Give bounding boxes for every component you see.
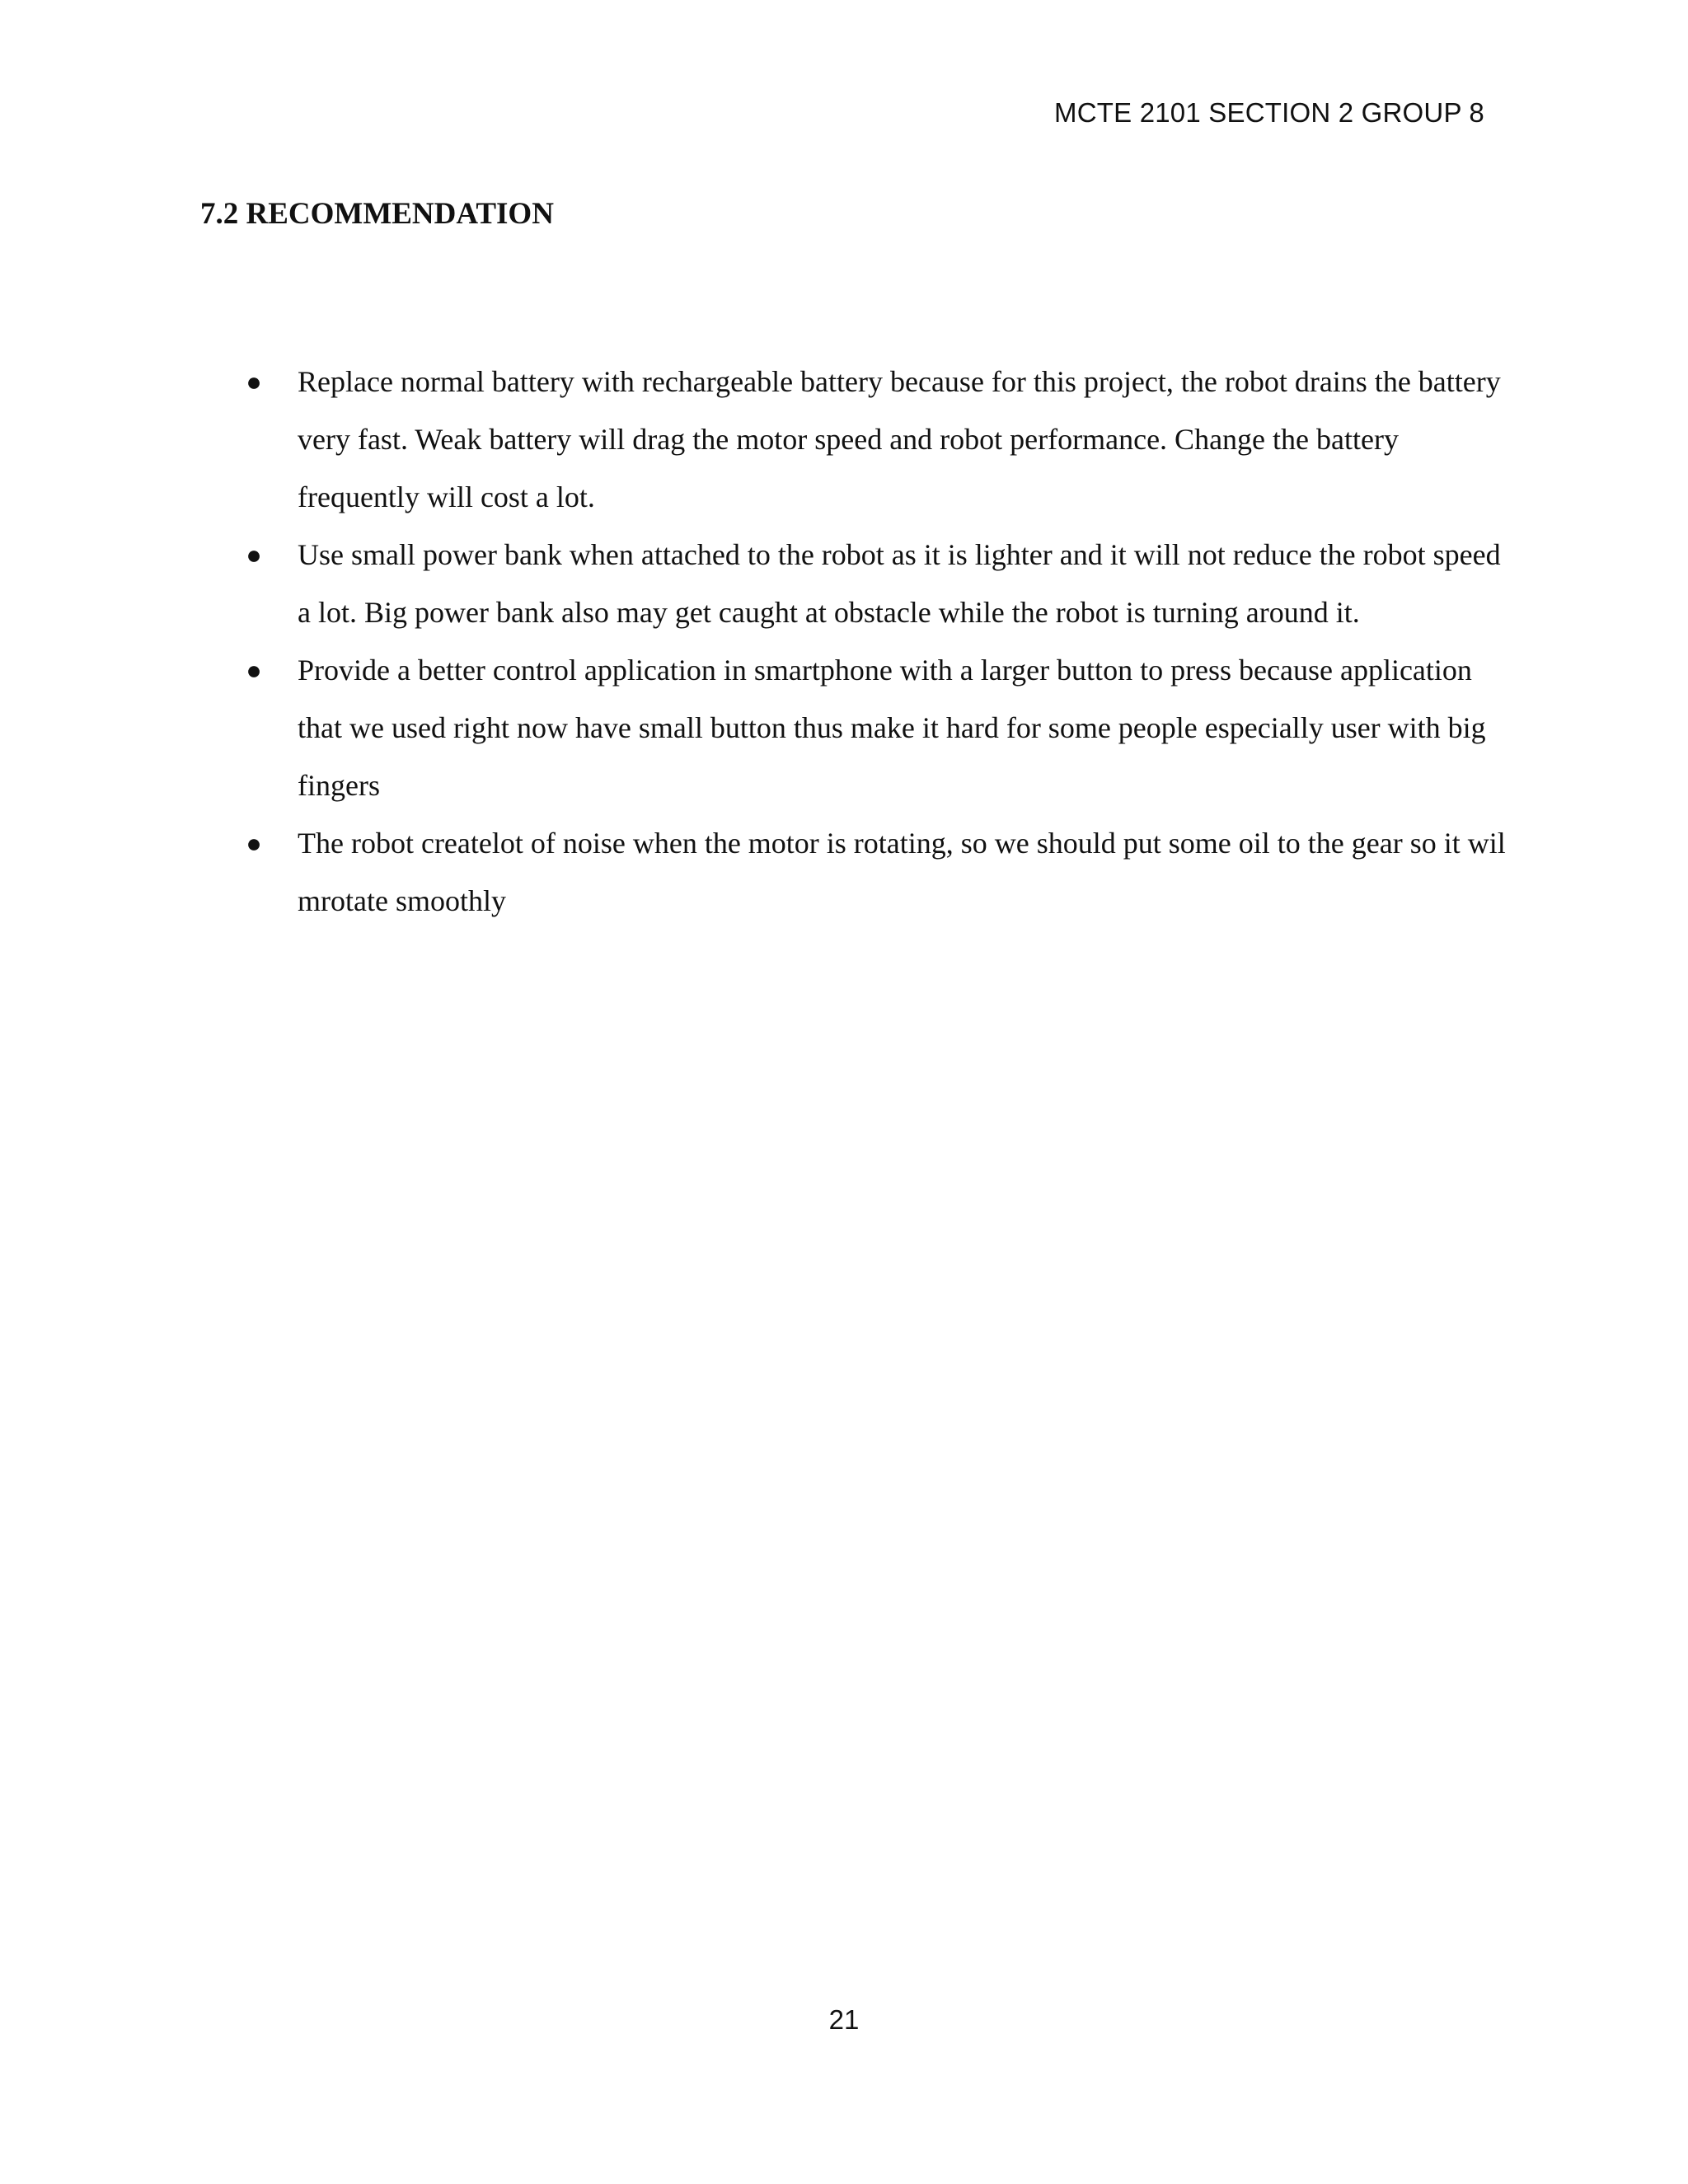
list-item: [246, 526, 1507, 641]
list-item: [246, 814, 1507, 930]
recommendation-text: Use small power bank when attached to the robot as it is lighter and it will not reduce the robot speed a lot. Big power bank also may get caught at obstacle while the robot is turning around it.: [298, 538, 1501, 629]
recommendation-text: Replace normal battery with rechargeable battery because for this project, the robot drains the battery very fast. Weak battery will drag the motor speed and robot performance. Change the battery frequently will cost a lot.: [298, 365, 1501, 513]
page-number: 21: [828, 2004, 860, 2035]
bullet-dot-icon: ●: [246, 828, 262, 858]
section-title: 7.2 RECOMMENDATION: [200, 197, 554, 231]
list-item: [246, 353, 1507, 526]
recommendation-text: Provide a better control application in smartphone with a larger button to press because application that we used right now have small button thus make it hard for some people especially user with big fingers: [298, 654, 1486, 802]
bullet-dot-icon: ●: [246, 540, 262, 569]
recommendation-list: [246, 353, 1507, 930]
bullet-dot-icon: ●: [246, 367, 262, 396]
list-item: [246, 641, 1507, 814]
bullet-dot-icon: ●: [246, 655, 262, 685]
recommendation-text: The robot createlot of noise when the motor is rotating, so we should put some oil to the gear so it wil mrotate smoothly: [298, 827, 1506, 917]
page-header: MCTE 2101 SECTION 2 GROUP 8: [1054, 97, 1484, 128]
